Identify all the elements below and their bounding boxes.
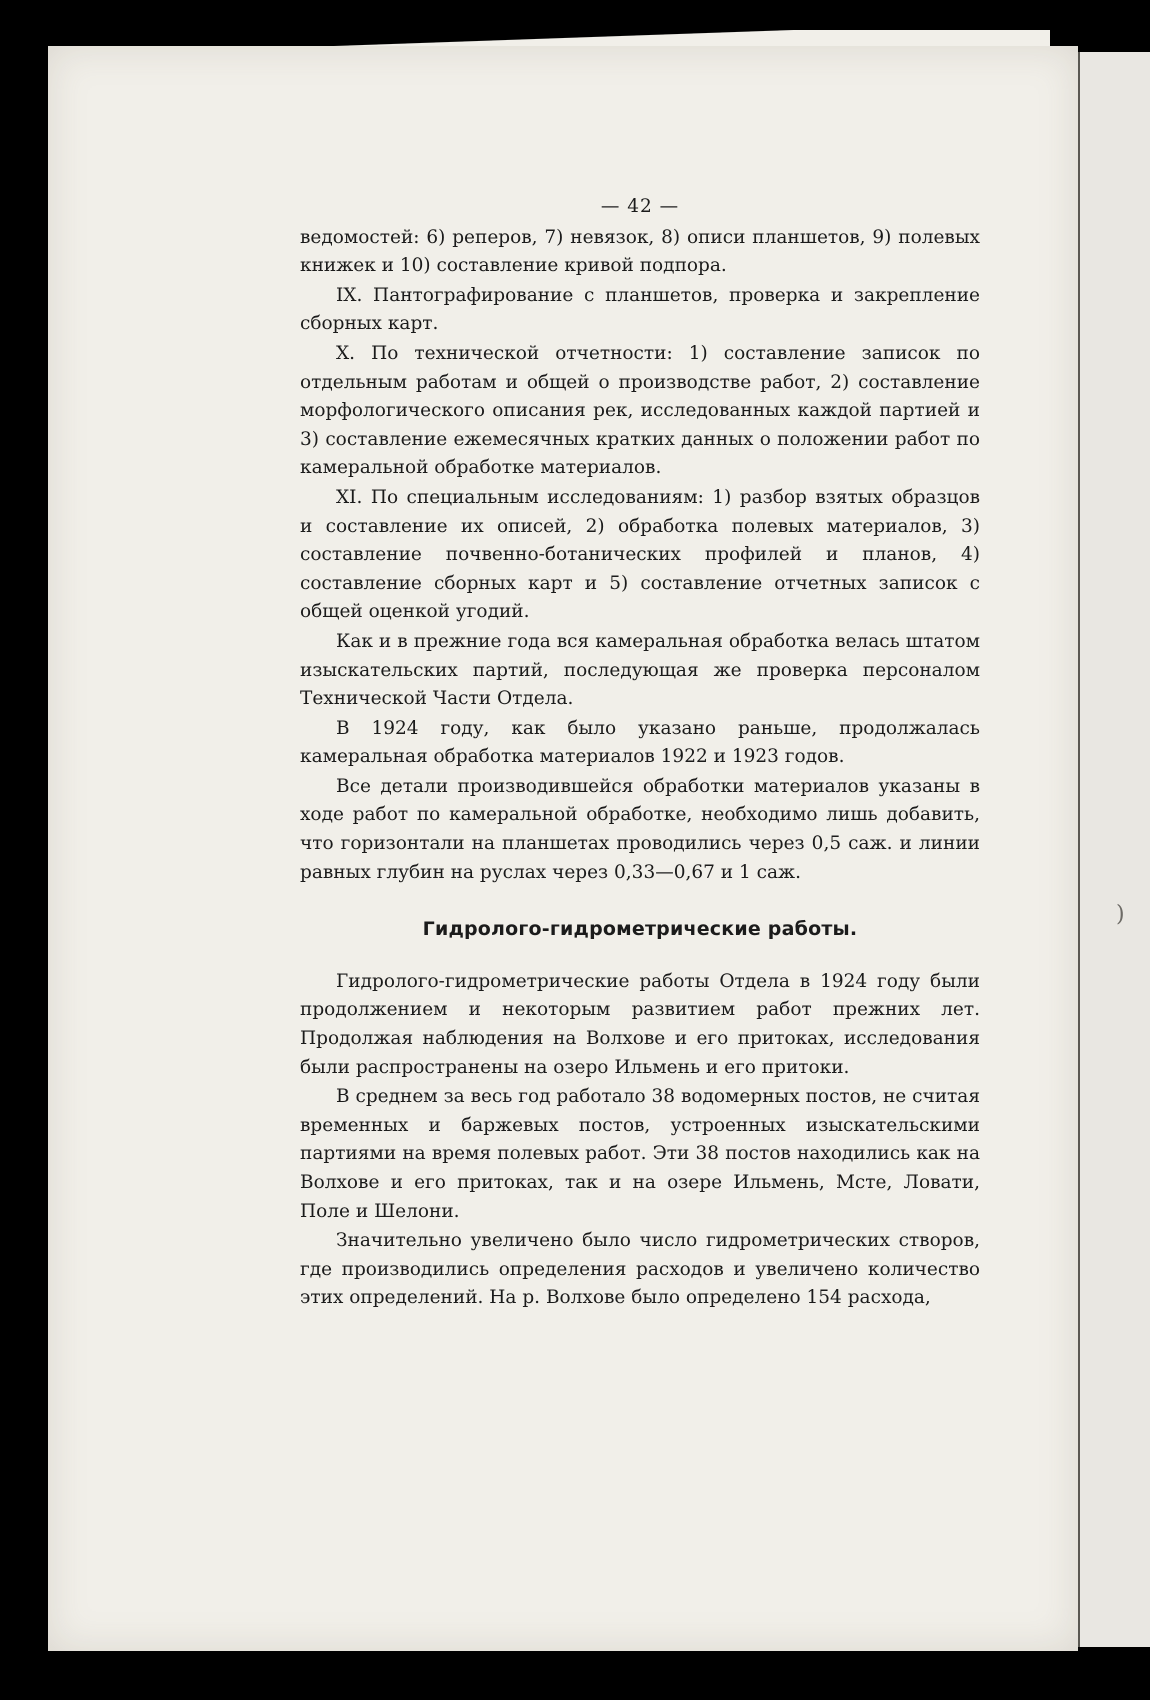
page-number: — 42 —: [600, 196, 680, 217]
paragraph: XI. По специальным исследованиям: 1) разбор взятых образцов и составление их описей, 2) обработка полевых материалов, 3) составление почвенно-ботанических профилей и планов, 4) составление сборных карт и 5) составление отчетных записок с общей оценкой угодий.: [300, 486, 980, 623]
paragraph: Как и в прежние года вся камеральная обработка велась штатом изыскательских партий, последующая же проверка персоналом Технической Части Отдела.: [300, 630, 980, 710]
paragraph: ведомостей: 6) реперов, 7) невязок, 8) описи планшетов, 9) полевых книжек и 10) составление кривой подпора.: [300, 226, 980, 277]
page-text: [300, 193, 980, 1314]
paragraph: Значительно увеличено было число гидрометрических створов, где производились определения расходов и увеличено количество этих определений. На р. Волхове было определено 154 расхода,: [300, 1230, 980, 1309]
edge-bracket-mark: ): [1116, 902, 1125, 927]
paragraph: IX. Пантографирование с планшетов, проверка и закрепление сборных карт.: [300, 284, 980, 335]
section-heading: Гидролого-гидрометрические работы.: [422, 918, 858, 941]
adjacent-page-edge: [1078, 52, 1150, 1647]
paragraph: Все детали производившейся обработки материалов указаны в ходе работ по камеральной обработке, необходимо лишь добавить, что горизонтали на планшетах проводились через 0,5 саж. и линии равных глубин на руслах через 0,33—0,67 и 1 саж.: [300, 775, 980, 883]
paragraphs-top: [300, 224, 980, 888]
paragraph: X. По технической отчетности: 1) составление записок по отдельным работам и общей о производстве работ, 2) составление морфологического описания рек, исследованных каждой партией и 3) составление ежемесячных кратких данных о положении работ по камеральной обработке материалов.: [300, 342, 980, 479]
paragraph: Гидролого-гидрометрические работы Отдела в 1924 году были продолжением и некоторым развитием работ прежних лет. Продолжая наблюдения на Волхове и его притоках, исследования были распространены на озеро Ильмень и его притоки.: [300, 970, 980, 1078]
paragraphs-bottom: [300, 968, 980, 1313]
paragraph: В 1924 году, как было указано раньше, продолжалась камеральная обработка материалов 1922 и 1923 годов.: [300, 717, 980, 768]
paragraph: В среднем за весь год работало 38 водомерных постов, не считая временных и баржевых постов, устроенных изыскательскими партиями на время полевых работ. Эти 38 постов находились как на Волхове и его притоках, так и на озере Ильмень, Мсте, Ловати, Поле и Шелони.: [300, 1086, 980, 1222]
